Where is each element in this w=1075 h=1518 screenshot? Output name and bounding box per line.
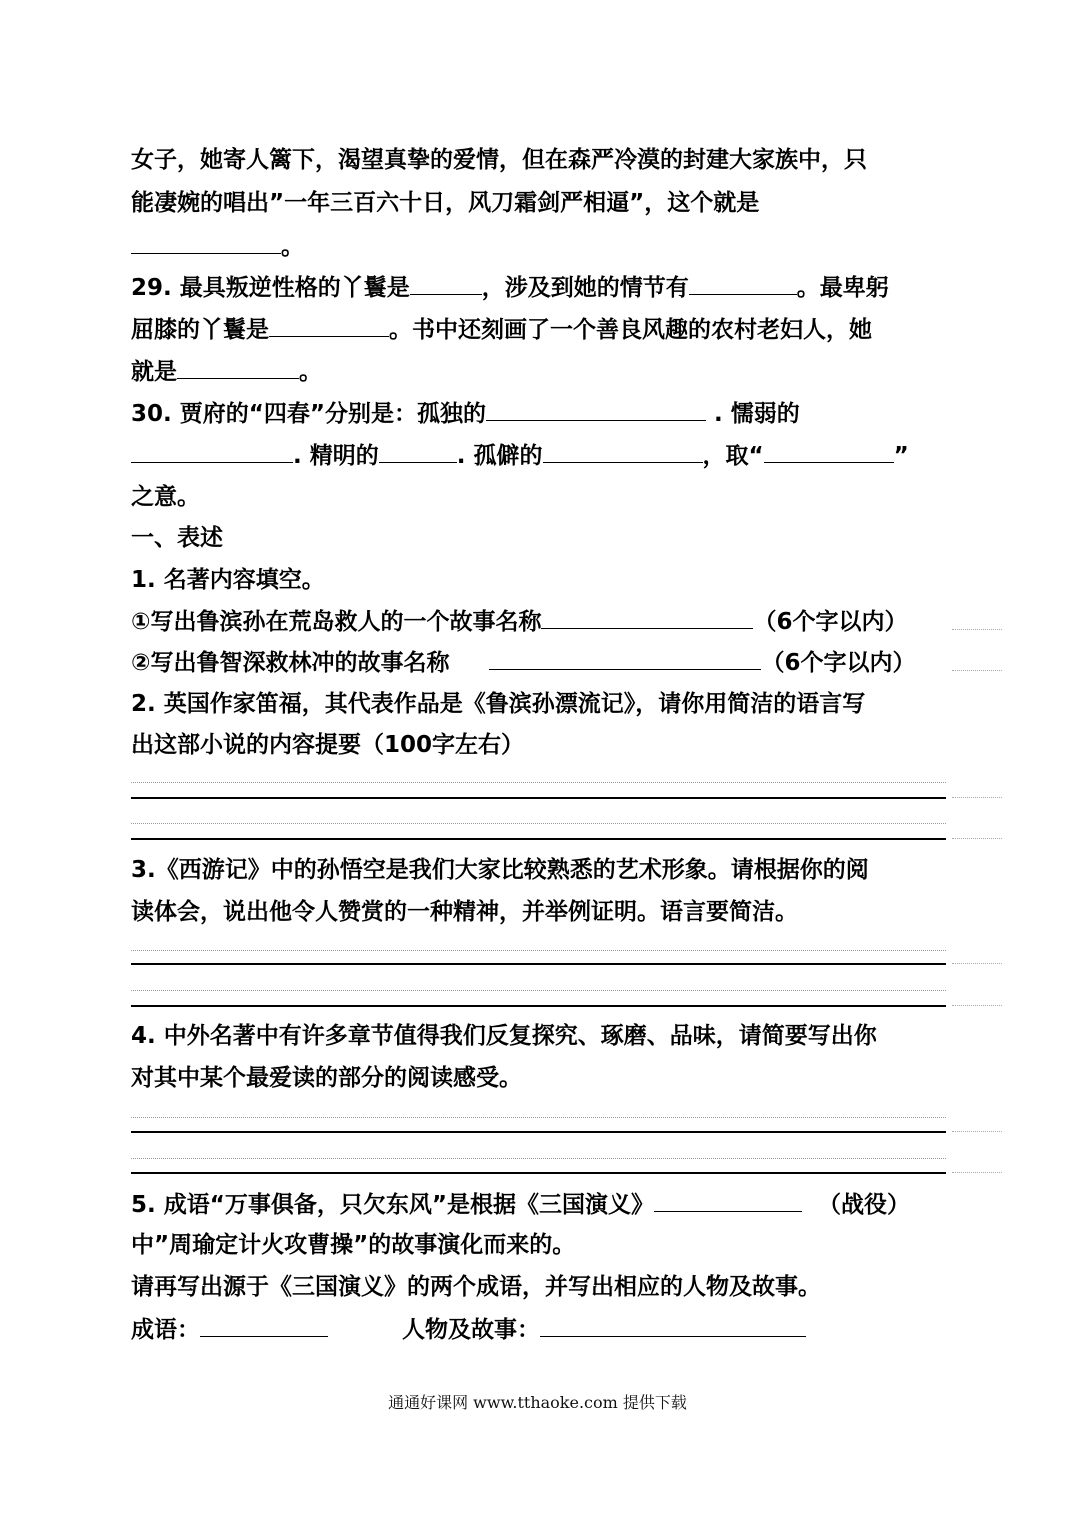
footer: 通通好课网 www.tthaoke.com 提供下载	[388, 1393, 687, 1412]
margin-dots	[952, 1005, 1002, 1006]
question-4-line-2: 对其中某个最爱读的部分的阅读感受。	[131, 1065, 522, 1091]
question-2-line-2: 出这部小说的内容提要（100字左右）	[131, 732, 525, 758]
writing-line[interactable]	[131, 990, 946, 991]
answer-blank[interactable]	[177, 356, 299, 379]
margin-dots	[952, 670, 1002, 671]
story-blank[interactable]	[540, 1314, 806, 1337]
answer-blank[interactable]	[689, 272, 797, 295]
question-4-line-1: 4. 中外名著中有许多章节值得我们反复探究、琢磨、品味，请简要写出你	[131, 1023, 877, 1049]
margin-dots	[952, 1172, 1002, 1173]
writing-line[interactable]	[131, 838, 946, 840]
writing-line[interactable]	[131, 950, 946, 951]
writing-line[interactable]	[131, 823, 946, 824]
answer-blank[interactable]	[131, 440, 293, 463]
answer-blank[interactable]	[489, 647, 761, 670]
answer-blank[interactable]	[654, 1189, 802, 1212]
line-2: 能凄婉的唱出”一年三百六十日，风刀霜剑严相逼”，这个就是	[131, 190, 760, 216]
writing-line[interactable]	[131, 1117, 946, 1118]
writing-line[interactable]	[131, 797, 946, 799]
question-5-line-2: 中”周瑜定计火攻曹操”的故事演化而来的。	[131, 1232, 576, 1258]
question-1-2: ②写出鲁智深救林冲的故事名称 （6个字以内）	[131, 647, 916, 678]
margin-dots	[952, 1131, 1002, 1132]
answer-blank[interactable]	[410, 272, 482, 295]
idiom-blank[interactable]	[200, 1314, 328, 1337]
question-30-line-3: 之意。	[131, 484, 200, 510]
writing-line[interactable]	[131, 1131, 946, 1133]
section-heading: 一、表述	[131, 525, 223, 551]
question-3-line-1: 3.《西游记》中的孙悟空是我们大家比较熟悉的艺术形象。请根据你的阅	[131, 857, 869, 883]
question-1-1: ①写出鲁滨孙在荒岛救人的一个故事名称 （6个字以内）	[131, 606, 908, 637]
question-29-line-3: 就是 。	[131, 356, 322, 387]
question-5-line-4: 成语： 人物及故事：	[131, 1314, 806, 1345]
margin-dots	[952, 838, 1002, 839]
writing-line[interactable]	[131, 1172, 946, 1174]
question-1: 1. 名著内容填空。	[131, 567, 325, 593]
answer-blank[interactable]	[543, 440, 703, 463]
answer-blank[interactable]	[486, 398, 706, 421]
answer-blank[interactable]	[269, 314, 389, 337]
question-29-line-2: 屈膝的丫鬟是 。书中还刻画了一个善良风趣的农村老妇人，她	[131, 314, 872, 345]
question-3-line-2: 读体会，说出他令人赞赏的一种精神，并举例证明。语言要简洁。	[131, 899, 798, 925]
answer-blank[interactable]	[541, 606, 753, 629]
writing-line[interactable]	[131, 1005, 946, 1007]
writing-line[interactable]	[131, 782, 946, 783]
line-1: 女子，她寄人篱下，渴望真挚的爱情，但在森严冷漠的封建大家族中，只	[131, 147, 867, 173]
answer-blank[interactable]	[379, 440, 457, 463]
margin-dots	[952, 963, 1002, 964]
line-3: 。	[131, 231, 304, 262]
question-30-line-2: . 精明的 . 孤僻的 ，取“ ”	[131, 440, 909, 471]
question-29-line-1: 29. 最具叛逆性格的丫鬟是 ，涉及到她的情节有 。最卑躬	[131, 272, 889, 303]
margin-dots	[952, 797, 1002, 798]
writing-line[interactable]	[131, 963, 946, 965]
answer-blank[interactable]	[131, 231, 281, 254]
writing-line[interactable]	[131, 1158, 946, 1159]
question-30-line-1: 30. 贾府的“四春”分别是：孤独的 . 懦弱的	[131, 398, 800, 429]
question-2-line-1: 2. 英国作家笛福，其代表作品是《鲁滨孙漂流记》，请你用简洁的语言写	[131, 691, 866, 717]
question-5-line-3: 请再写出源于《三国演义》的两个成语，并写出相应的人物及故事。	[131, 1274, 821, 1300]
answer-blank[interactable]	[764, 440, 894, 463]
margin-dots	[952, 629, 1002, 630]
question-5-line-1: 5. 成语“万事俱备，只欠东风”是根据《三国演义》 （战役）	[131, 1189, 910, 1220]
